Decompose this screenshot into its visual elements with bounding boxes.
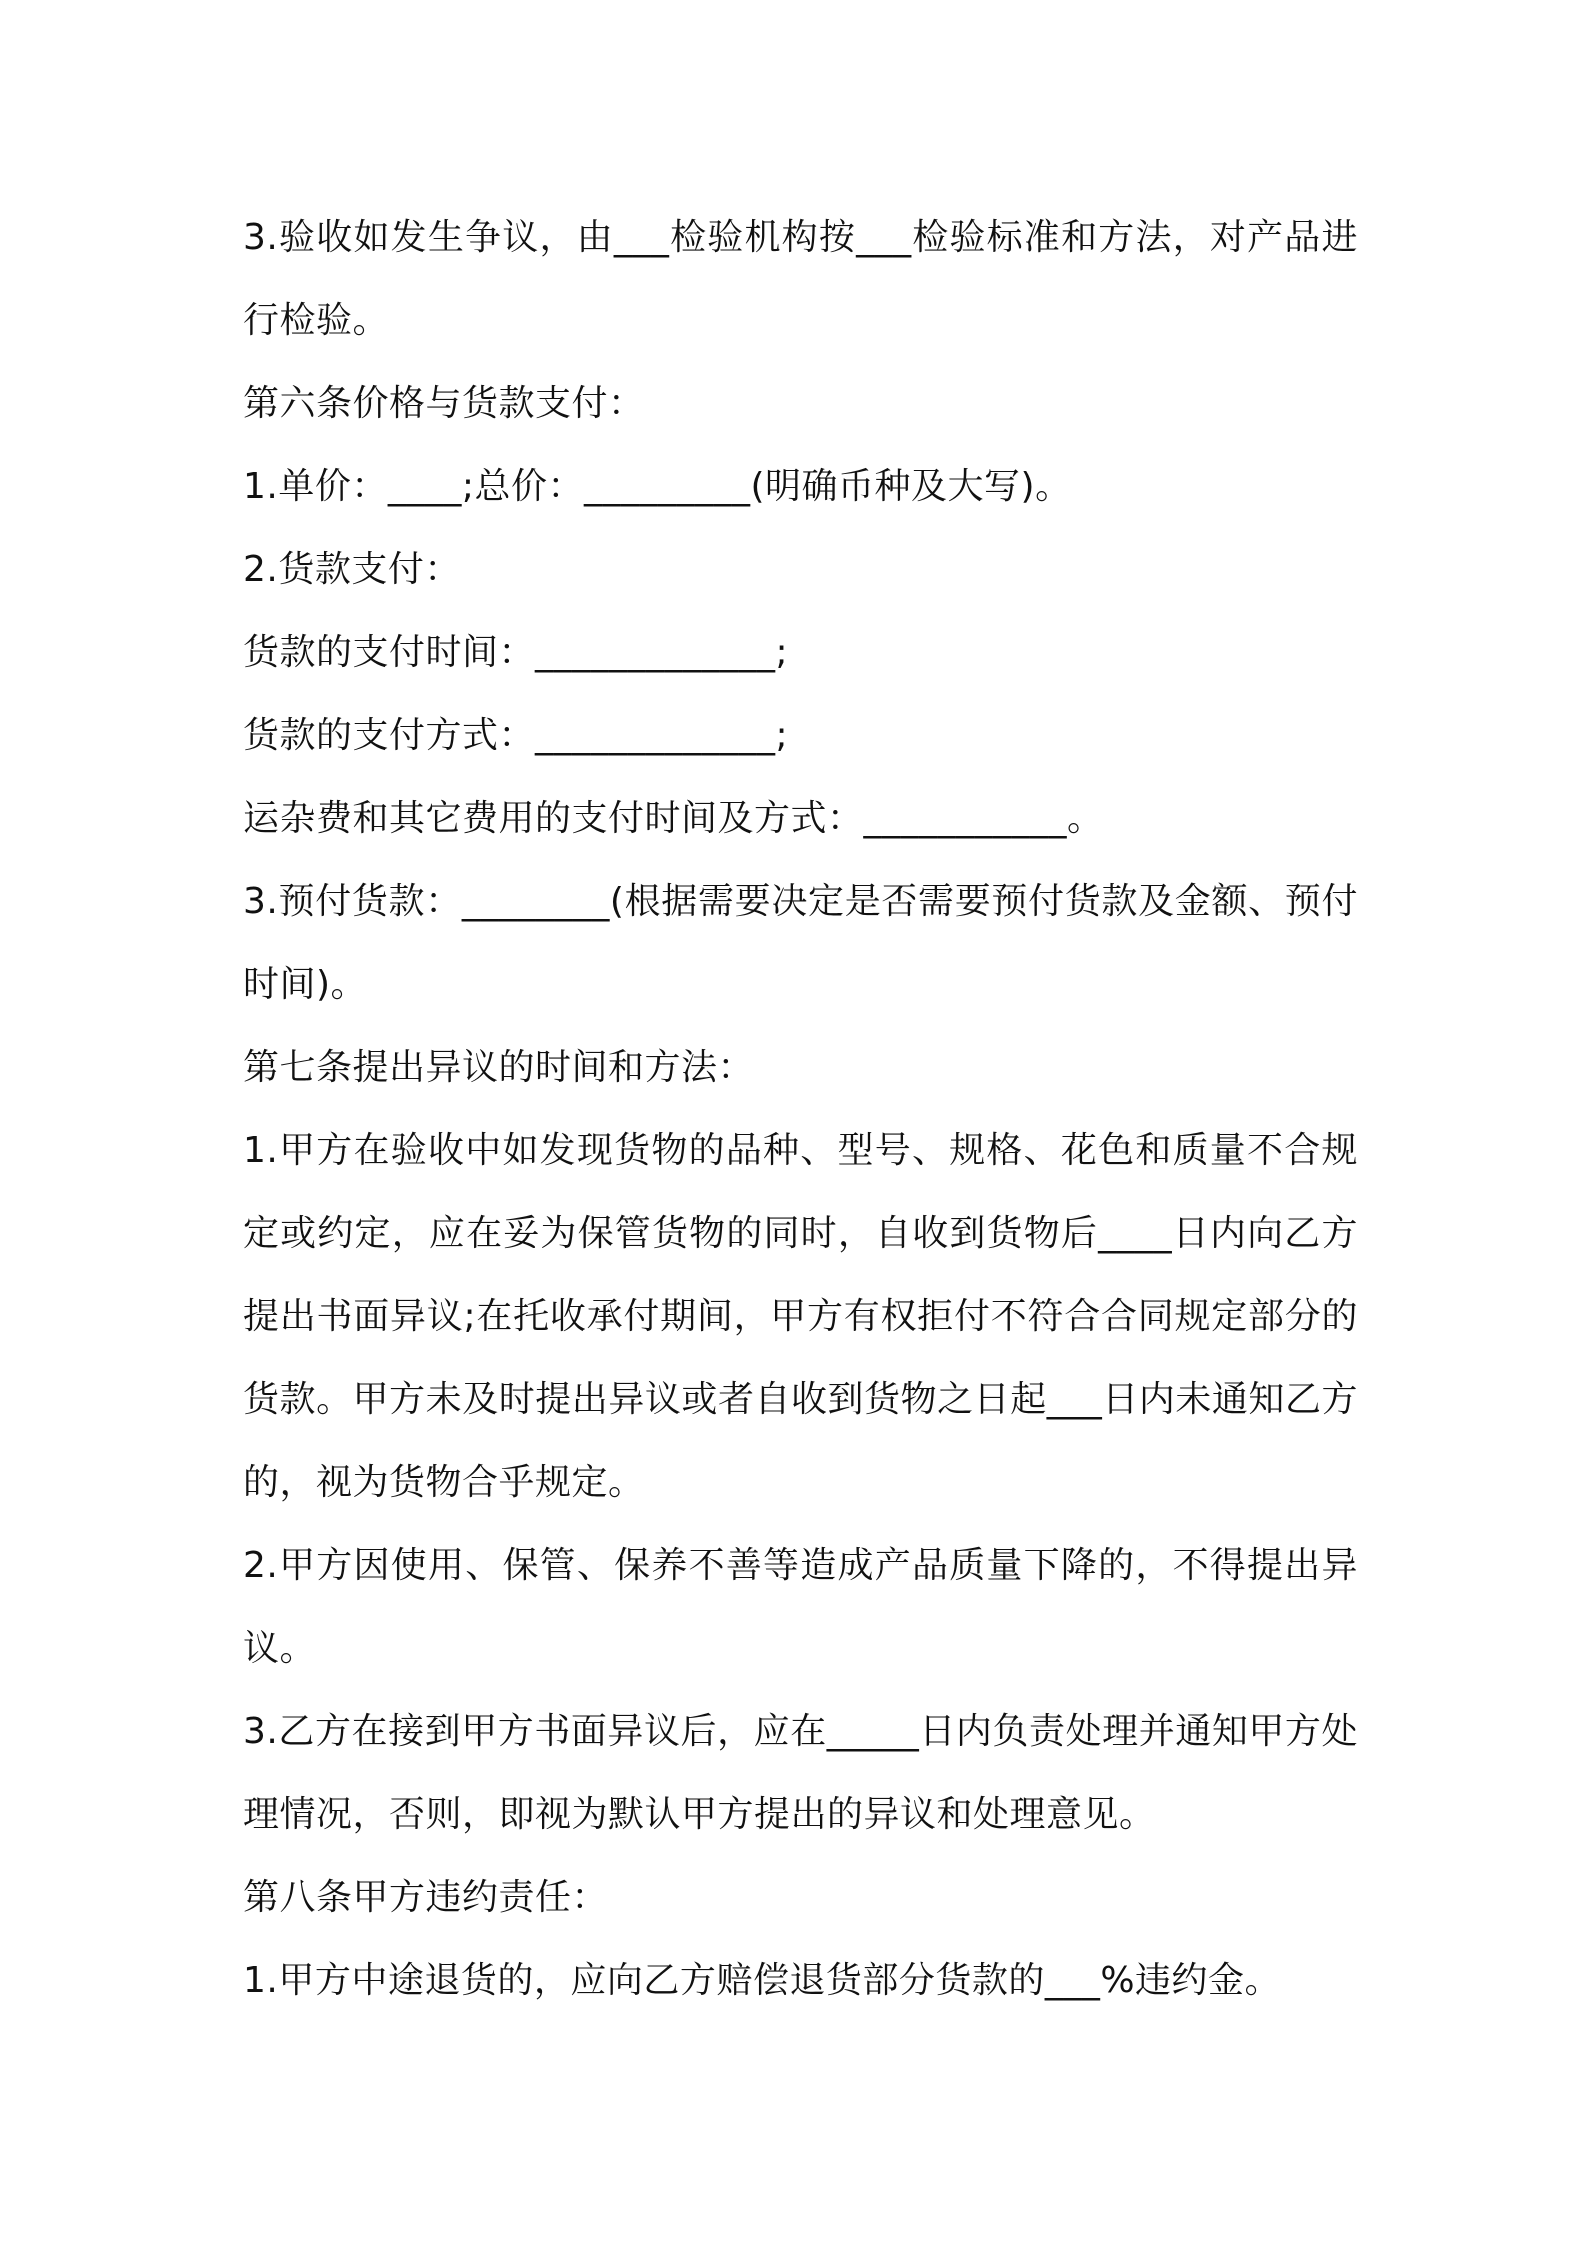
- heading-article-6-price-payment: 第六条价格与货款支付：: [243, 383, 645, 424]
- paragraph-unit-total-price: 1.单价：____;总价：_________(明确币种及大写)。: [243, 466, 1072, 507]
- heading-article-7-objections: 第七条提出异议的时间和方法：: [243, 1047, 755, 1088]
- paragraph-payment-method: 货款的支付方式：_____________;: [243, 715, 789, 756]
- paragraph-objection-inspection: 1.甲方在验收中如发现货物的品种、型号、规格、花色和质量不合规定或约定，应在妥为保管货物的同时，自收到货物后____日内向乙方提出书面异议;在托收承付期间，甲方有权拒付不符合合同规定部分的货款。甲方未及时提出异议或者自收到货物之日起___日内未通知乙方的，视为货物合乎规定。: [243, 1130, 1358, 1503]
- document-page: [243, 196, 1358, 2022]
- paragraph-prepayment: 3.预付货款：________(根据需要决定是否需要预付货款及金额、预付时间)。: [243, 881, 1358, 1005]
- paragraph-objection-handling: 3.乙方在接到甲方书面异议后，应在_____日内负责处理并通知甲方处理情况，否则，即视为默认甲方提出的异议和处理意见。: [243, 1711, 1358, 1835]
- paragraph-objection-misuse: 2.甲方因使用、保管、保养不善等造成产品质量下降的，不得提出异议。: [243, 1545, 1358, 1669]
- paragraph-shipping-fees: 运杂费和其它费用的支付时间及方式：___________。: [243, 798, 1104, 839]
- paragraph-return-penalty: 1.甲方中途退货的，应向乙方赔偿退货部分货款的___%违约金。: [243, 1960, 1282, 2001]
- paragraph-payment-time: 货款的支付时间：_____________;: [243, 632, 789, 673]
- heading-article-8-party-a-liability: 第八条甲方违约责任：: [243, 1877, 609, 1918]
- paragraph-inspection-dispute: 3.验收如发生争议，由___检验机构按___检验标准和方法，对产品进行检验。: [243, 217, 1358, 341]
- paragraph-payment: 2.货款支付：: [243, 549, 461, 590]
